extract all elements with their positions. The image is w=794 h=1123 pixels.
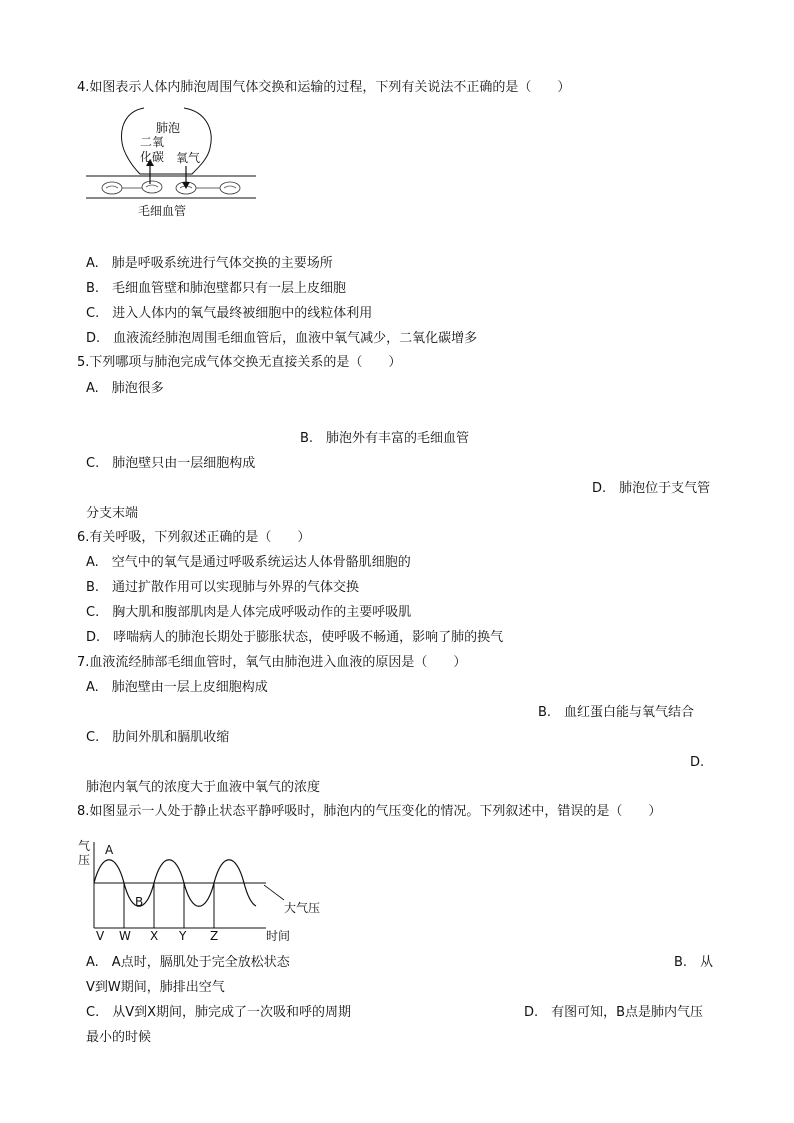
q5-option-d-line1: D. 肺泡位于支气管: [592, 481, 711, 496]
q8-option-c: C. 从V到X期间，肺完成了一次吸和呼的周期: [86, 1005, 352, 1020]
atm-label: 大气压: [284, 901, 321, 915]
q8-option-d-line2: 最小的时候: [86, 1030, 152, 1045]
tick-x: X: [150, 929, 159, 943]
q6-option-c: C. 胸大肌和腹部肌肉是人体完成呼吸动作的主要呼吸肌: [86, 605, 412, 620]
q5-option-a: A. 肺泡很多: [86, 381, 164, 396]
q5-option-c: C. 肺泡壁只由一层细胞构成: [86, 456, 256, 471]
q7-stem: 7.血液流经肺部毛细血管时，氧气由肺泡进入血液的原因是（ ）: [77, 655, 467, 670]
q6-option-a: A. 空气中的氧气是通过呼吸系统运达人体骨骼肌细胞的: [86, 555, 411, 570]
oxygen-arrow: [182, 166, 190, 189]
q8-figure-pressure-curve: [76, 834, 336, 944]
q6-stem: 6.有关呼吸，下列叙述正确的是（ ）: [77, 530, 311, 545]
q4-option-d: D. 血液流经肺泡周围毛细血管后，血液中氧气减少，二氧化碳增多: [86, 331, 478, 346]
q5-option-b: B. 肺泡外有丰富的毛细血管: [300, 431, 470, 446]
tick-y: Y: [179, 929, 187, 943]
q8-option-d-line1: D. 有图可知，B点是肺内气压: [524, 1005, 704, 1020]
q8-option-b-line2: V到W期间，肺排出空气: [86, 980, 225, 995]
label-capillary: 毛细血管: [138, 204, 187, 218]
tick-z: Z: [210, 929, 219, 943]
atm-pointer: [264, 885, 284, 900]
q8-stem: 8.如图显示一人处于静止状态平静呼吸时，肺泡内的气压变化的情况。下列叙述中，错误的是（ ）: [77, 804, 662, 819]
q4-option-a: A. 肺是呼吸系统进行气体交换的主要场所: [86, 256, 333, 271]
q7-option-a: A. 肺泡壁由一层上皮细胞构成: [86, 680, 268, 695]
tick-w: W: [119, 929, 131, 943]
q7-option-d-text: 肺泡内氧气的浓度大于血液中氧气的浓度: [86, 780, 321, 795]
q4-stem: 4.如图表示人体内肺泡周围气体交换和运输的过程，下列有关说法不正确的是（ ）: [77, 80, 571, 95]
point-b-label: B: [135, 895, 144, 909]
q5-stem: 5.下列哪项与肺泡完成气体交换无直接关系的是（ ）: [77, 355, 402, 370]
q5-option-d-line2: 分支末端: [86, 506, 139, 521]
label-co2-line1: 二氧: [140, 135, 165, 149]
q4-option-c: C. 进入人体内的氧气最终被细胞中的线粒体利用: [86, 306, 373, 321]
q6-option-d: D. 哮喘病人的肺泡长期处于膨胀状态，使呼吸不畅通，影响了肺的换气: [86, 630, 504, 645]
blood-cells: [102, 181, 240, 194]
label-co2-line2: 化碳: [140, 150, 165, 164]
point-a-label: A: [105, 843, 114, 857]
x-label: 时间: [266, 929, 291, 943]
q8-option-b-line1: B. 从: [674, 955, 714, 970]
label-oxygen: 氧气: [176, 151, 201, 165]
q7-option-b: B. 血红蛋白能与氧气结合: [538, 705, 695, 720]
q4-figure-alveolus-capillary: [84, 104, 260, 220]
q7-option-c: C. 肋间外肌和膈肌收缩: [86, 730, 230, 745]
q4-option-b: B. 毛细血管壁和肺泡壁都只有一层上皮细胞: [86, 281, 347, 296]
label-alveolus: 肺泡: [156, 121, 181, 135]
q6-option-b: B. 通过扩散作用可以实现肺与外界的气体交换: [86, 580, 360, 595]
y-label-2: 压: [78, 853, 91, 867]
q8-option-a: A. A点时，膈肌处于完全放松状态: [86, 955, 290, 970]
y-label-1: 气: [78, 839, 91, 853]
tick-v: V: [96, 929, 105, 943]
q7-option-d-label: D.: [690, 755, 705, 770]
